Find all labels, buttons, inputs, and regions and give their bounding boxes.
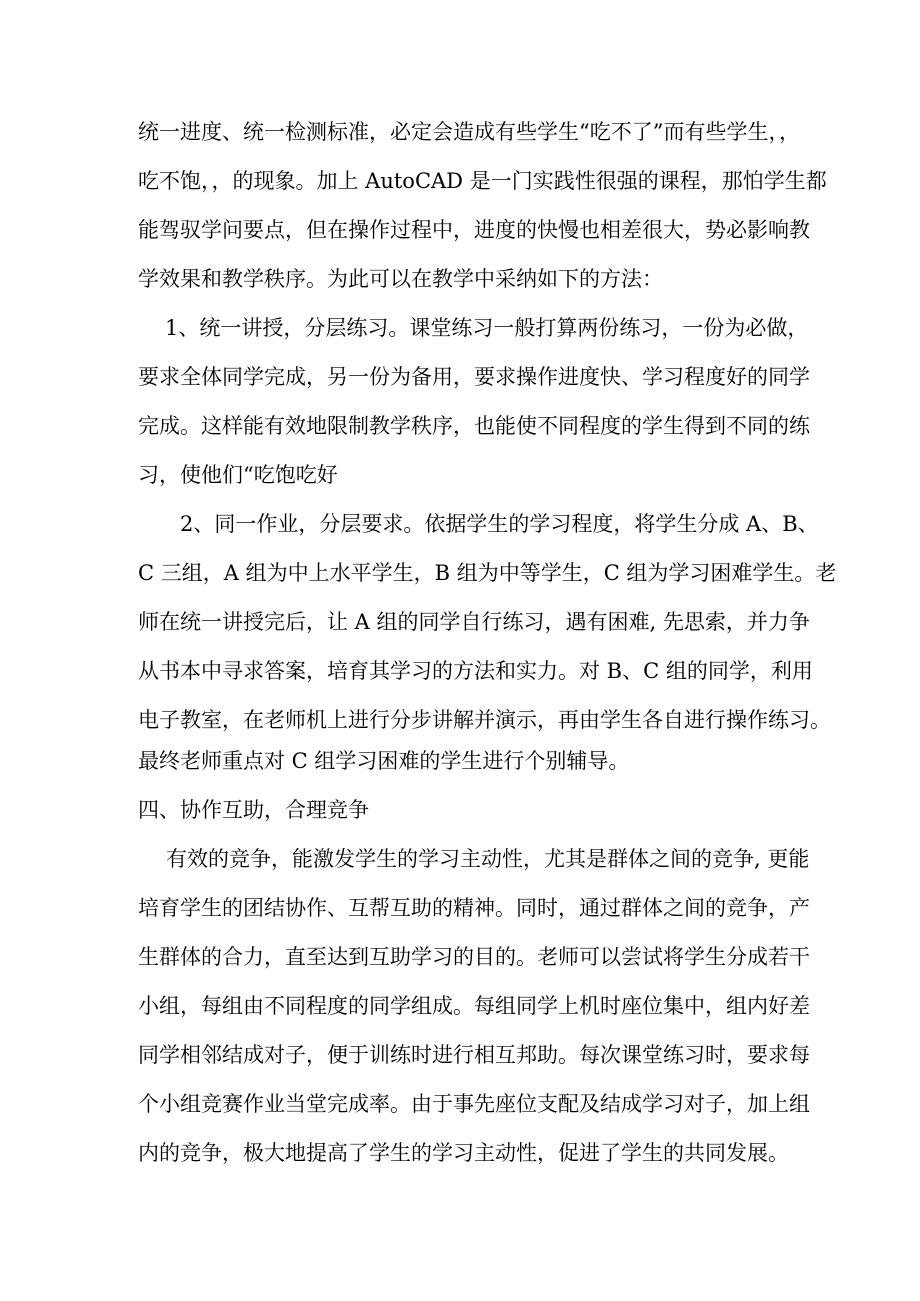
text-line: 统一进度、统一检测标准，必定会造成有些学生“吃不了”而有些学生，， xyxy=(138,120,800,144)
text-line: 要求全体同学完成，另一份为备用，要求操作进度快、学习程度好的同学 xyxy=(138,365,810,389)
text-line: 电子教室，在老师机上进行分步讲解并演示，再由学生各自进行操作练习。 xyxy=(138,708,831,732)
text-line: 小组，每组由不同程度的同学组成。每组同学上机时座位集中，组内好差 xyxy=(138,994,810,1018)
text-line: 从书本中寻求答案，培育其学习的方法和实力。对 B、C 组的同学，利用 xyxy=(138,659,813,683)
text-line: 有效的竞争，能激发学生的学习主动性，尤其是群体之间的竞争, 更能 xyxy=(166,847,810,871)
text-line: 个小组竞赛作业当堂完成率。由于事先座位支配及结成学习对子，加上组 xyxy=(138,1092,810,1116)
section-heading: 四、协作互助，合理竞争 xyxy=(138,798,369,822)
text-line: 完成。这样能有效地限制教学秩序，也能使不同程度的学生得到不同的练 xyxy=(138,414,810,438)
text-line: 同学相邻结成对子，便于训练时进行相互邦助。每次课堂练习时，要求每 xyxy=(138,1043,810,1067)
text-line: 生群体的合力，直至达到互助学习的目的。老师可以尝试将学生分成若干 xyxy=(138,945,810,969)
text-line: 1、统一讲授，分层练习。课堂练习一般打算两份练习，一份为必做， xyxy=(165,316,809,340)
text-line: 习，使他们“吃饱吃好 xyxy=(138,463,338,487)
text-line: C 三组，A 组为中上水平学生，B 组为中等学生，C 组为学习困难学生。老 xyxy=(138,561,837,585)
text-line: 内的竞争，极大地提高了学生的学习主动性，促进了学生的共同发展。 xyxy=(138,1141,789,1165)
text-line: 培育学生的团结协作、互帮互助的精神。同时，通过群体之间的竞争，产 xyxy=(138,896,810,920)
text-line: 师在统一讲授完后，让 A 组的同学自行练习，遇有困难, 先思索，并力争 xyxy=(138,610,810,634)
text-line: 能驾驭学问要点，但在操作过程中，进度的快慢也相差很大，势必影响教 xyxy=(138,218,810,242)
text-line: 吃不饱，，的现象。加上 AutoCAD 是一门实践性很强的课程，那怕学生都 xyxy=(138,169,827,193)
text-line: 最终老师重点对 C 组学习困难的学生进行个别辅导。 xyxy=(138,749,630,773)
text-line: 2、同一作业，分层要求。依据学生的学习程度，将学生分成 A、B、 xyxy=(180,512,819,536)
text-line: 学效果和教学秩序。为此可以在教学中采纳如下的方法： xyxy=(138,267,663,291)
